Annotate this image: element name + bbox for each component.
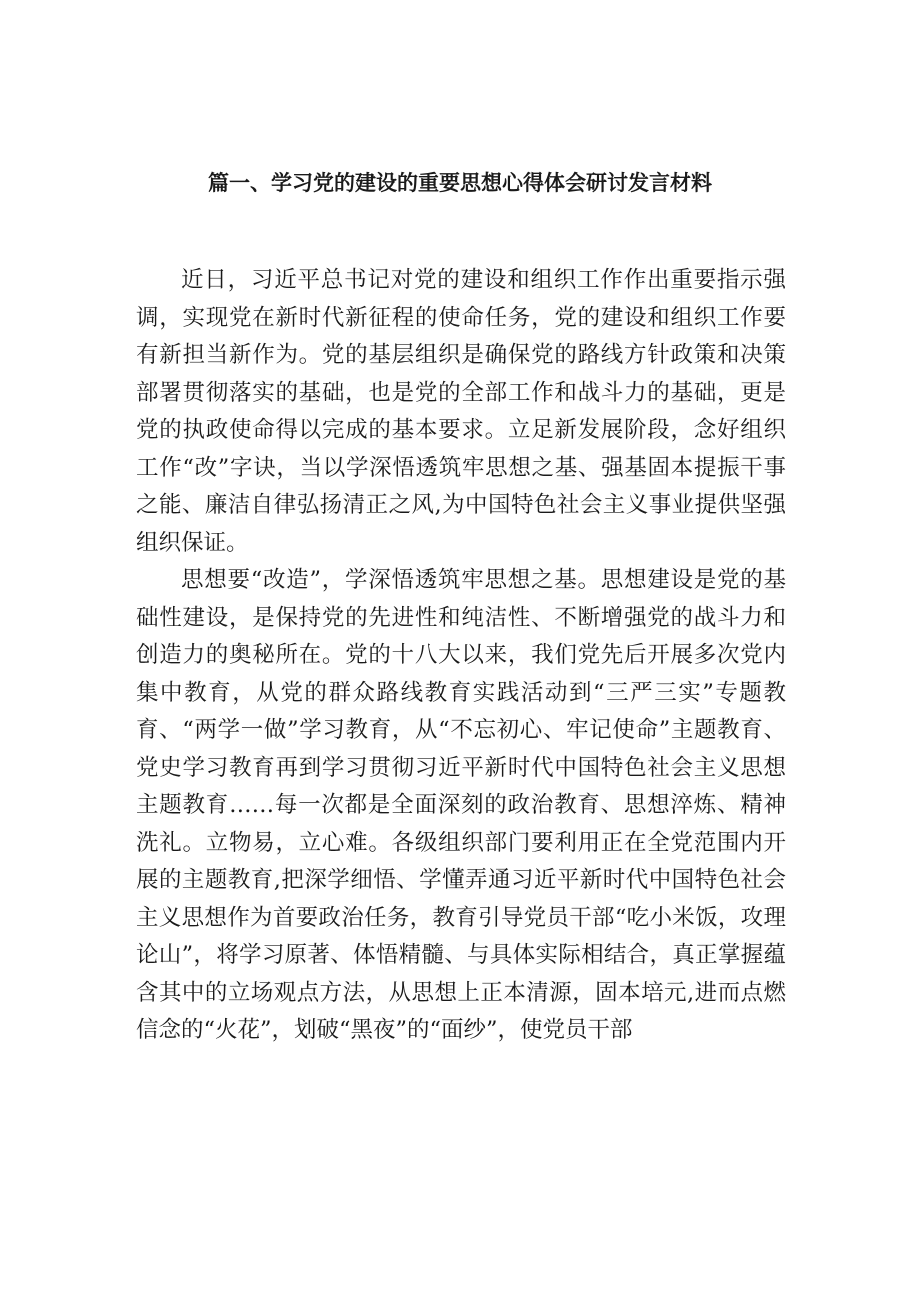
paragraph-1: 近日，习近平总书记对党的建设和组织工作作出重要指示强调，实现党在新时代新征程的使命任务，党的建设和组织工作要有新担当新作为。党的基层组织是确保党的路线方针政策和决策部署贯彻落实的基础，也是党的全部工作和战斗力的基础，更是党的执政使命得以完成的基本要求。立足新发展阶段，念好组织工作“改”字诀，当以学深悟透筑牢思想之基、强基固本提振干事之能、廉洁自律弘扬清正之风,为中国特色社会主义事业提供坚强组织保证。	[136, 267, 786, 556]
document-title: 篇一、学习党的建设的重要思想心得体会研讨发言材料	[208, 171, 712, 195]
paragraph-2: 思想要“改造”，学深悟透筑牢思想之基。思想建设是党的基础性建设，是保持党的先进性和纯洁性、不断增强党的战斗力和创造力的奥秘所在。党的十八大以来，我们党先后开展多次党内集中教育，从党的群众路线教育实践活动到“三严三实”专题教育、“两学一做”学习教育，从“不忘初心、牢记使命”主题教育、党史学习教育再到学习贯彻习近平新时代中国特色社会主义思想主题教育……每一次都是全面深刻的政治教育、思想淬炼、精神洗礼。立物易，立心难。各级组织部门要利用正在全党范围内开展的主题教育,把深学细悟、学懂弄通习近平新时代中国特色社会主义思想作为首要政治任务，教育引导党员干部“吃小米饭，攻理论山”，将学习原著、体悟精髓、与具体实际相结合，真正掌握蕴含其中的立场观点方法，从思想上正本清源，固本培元,进而点燃信念的“火花”，划破“黑夜”的“面纱”，使党员干部	[136, 567, 786, 1043]
document-body	[136, 262, 786, 1050]
